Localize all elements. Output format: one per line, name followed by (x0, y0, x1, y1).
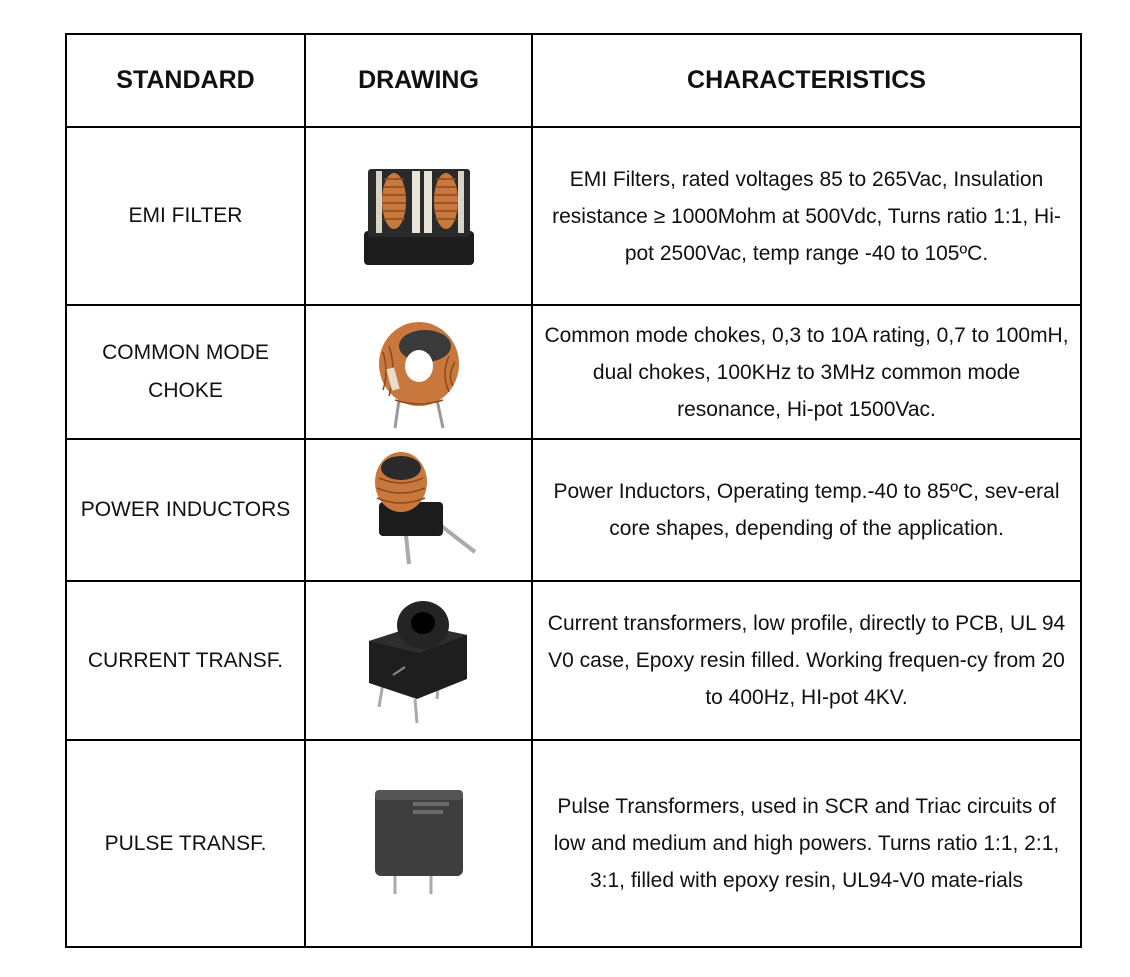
characteristics-cell: Current transformers, low profile, directly to PCB, UL 94 V0 case, Epoxy resin filled. Working frequen-cy from 20 to 400Hz, HI-pot 4KV. (532, 581, 1081, 740)
drawing-cell (305, 740, 532, 947)
table-row (66, 305, 1081, 439)
standard-cell: EMI FILTER (66, 127, 305, 305)
drawing-cell (305, 581, 532, 740)
components-table (65, 33, 1082, 948)
header-row (66, 34, 1081, 127)
standard-cell: PULSE TRANSF. (66, 740, 305, 947)
power-inductor-component-icon (349, 448, 489, 572)
characteristics-cell: Power Inductors, Operating temp.-40 to 85ºC, sev-eral core shapes, depending of the application. (532, 439, 1081, 581)
characteristics-cell: EMI Filters, rated voltages 85 to 265Vac, Insulation resistance ≥ 1000Mohm at 500Vdc, Turns ratio 1:1, Hi-pot 2500Vac, temp range -40 to 105ºC. (532, 127, 1081, 305)
current-transformer-component-icon (359, 595, 479, 727)
table-row (66, 439, 1081, 581)
table-row (66, 740, 1081, 947)
standard-cell: POWER INDUCTORS (66, 439, 305, 581)
header-characteristics: CHARACTERISTICS (532, 34, 1081, 127)
common-mode-choke-component-icon (369, 312, 469, 432)
characteristics-cell: Common mode chokes, 0,3 to 10A rating, 0,7 to 100mH, dual chokes, 100KHz to 3MHz common mode resonance, Hi-pot 1500Vac. (532, 305, 1081, 439)
standard-cell: COMMON MODE CHOKE (66, 305, 305, 439)
table-row (66, 581, 1081, 740)
table-row (66, 127, 1081, 305)
drawing-cell (305, 127, 532, 305)
emi-filter-component-icon (354, 161, 484, 271)
header-standard: STANDARD (66, 34, 305, 127)
characteristics-cell: Pulse Transformers, used in SCR and Triac circuits of low and medium and high powers. Turns ratio 1:1, 2:1, 3:1, filled with epoxy resin, UL94-V0 mate-rials (532, 740, 1081, 947)
standard-cell: CURRENT TRANSF. (66, 581, 305, 740)
drawing-cell (305, 305, 532, 439)
pulse-transformer-component-icon (369, 784, 469, 904)
drawing-cell (305, 439, 532, 581)
header-drawing: DRAWING (305, 34, 532, 127)
